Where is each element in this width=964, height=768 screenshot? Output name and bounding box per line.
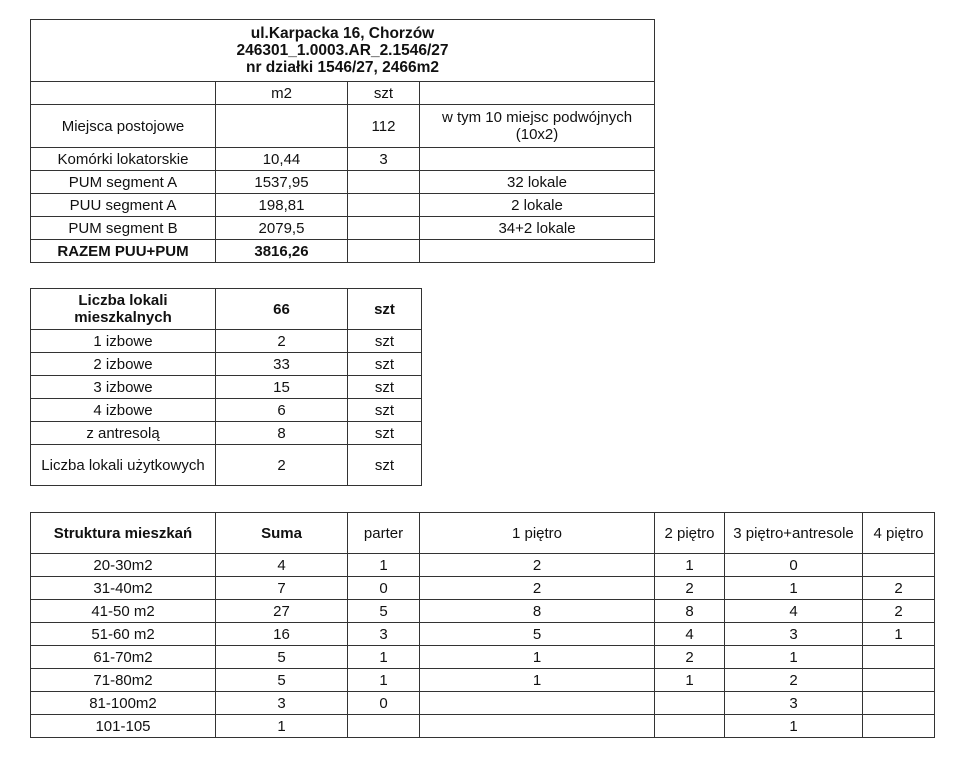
row-label: 2 izbowe [31,353,216,376]
total-row [31,240,655,263]
cell-ground-floor: 1 [348,554,420,577]
cell-ground-floor [348,715,420,738]
table-row [31,330,422,353]
cell-sum: 4 [216,554,348,577]
cell-floor-1: 1 [420,646,655,669]
summary-header-row [31,82,655,105]
table-row [31,445,422,486]
cell-floor-4 [863,715,935,738]
row-label: 3 izbowe [31,376,216,399]
cell-floor-3: 3 [725,623,863,646]
row-szt [348,171,420,194]
apartment-count-table [30,288,422,486]
cell-area-range: 71-80m2 [31,669,216,692]
row-value: 15 [216,376,348,399]
row-unit: szt [348,330,422,353]
table-row [31,715,935,738]
row-m2 [216,105,348,148]
cell-floor-4 [863,646,935,669]
table-row [31,669,935,692]
row-value: 2 [216,445,348,486]
cell-floor-4: 1 [863,623,935,646]
row-unit: szt [348,445,422,486]
cell-floor-3: 1 [725,577,863,600]
cell-floor-1 [420,715,655,738]
row-m2: 10,44 [216,148,348,171]
row-label: PUM segment A [31,171,216,194]
cell-floor-3: 1 [725,715,863,738]
plot-identifier: 246301_1.0003.AR_2.1546/27 [236,42,449,59]
cell-sum: 3 [216,692,348,715]
row-m2: 2079,5 [216,217,348,240]
cell-ground-floor: 0 [348,577,420,600]
row-label: 4 izbowe [31,399,216,422]
column-header-floor-2: 2 piętro [655,513,725,554]
cell-area-range: 20-30m2 [31,554,216,577]
cell-floor-2: 2 [655,646,725,669]
row-note [420,148,655,171]
row-note: 32 lokale [420,171,655,194]
cell-floor-2: 1 [655,554,725,577]
cell-floor-1: 2 [420,554,655,577]
table-cell [420,82,655,105]
summary-title-row [31,20,655,82]
cell-sum: 27 [216,600,348,623]
structure-body [31,554,935,738]
row-note: 34+2 lokale [420,217,655,240]
table-row [31,148,655,171]
table-row [31,217,655,240]
cell-area-range: 51-60 m2 [31,623,216,646]
row-unit: szt [348,376,422,399]
count-header-unit: szt [348,289,422,330]
table-row [31,194,655,217]
table-row [31,692,935,715]
cell-sum: 5 [216,646,348,669]
column-header-ground-floor: parter [348,513,420,554]
table-row [31,577,935,600]
cell-floor-2: 4 [655,623,725,646]
table-row [31,600,935,623]
row-value: 33 [216,353,348,376]
row-szt [348,217,420,240]
row-value: 8 [216,422,348,445]
cell-floor-4 [863,554,935,577]
cell-floor-1 [420,692,655,715]
column-header-floor-3: 3 piętro+antresole [725,513,863,554]
table-row [31,422,422,445]
table-row [31,105,655,148]
structure-header-row [31,513,935,554]
table-row [31,623,935,646]
apartment-structure-table [30,512,935,738]
cell-ground-floor: 5 [348,600,420,623]
row-m2: 198,81 [216,194,348,217]
row-label: Komórki lokatorskie [31,148,216,171]
row-label: Miejsca postojowe [31,105,216,148]
cell-sum: 7 [216,577,348,600]
cell-sum: 16 [216,623,348,646]
summary-title-cell [31,20,655,82]
cell-floor-3: 0 [725,554,863,577]
row-value: 6 [216,399,348,422]
count-header-row [31,289,422,330]
cell-area-range: 81-100m2 [31,692,216,715]
row-label: z antresolą [31,422,216,445]
cell-ground-floor: 0 [348,692,420,715]
cell-floor-2: 1 [655,669,725,692]
cell-floor-1: 8 [420,600,655,623]
cell-floor-2: 8 [655,600,725,623]
cell-floor-4: 2 [863,600,935,623]
cell-floor-1: 2 [420,577,655,600]
total-szt [348,240,420,263]
row-unit: szt [348,399,422,422]
row-szt [348,194,420,217]
cell-floor-4 [863,692,935,715]
cell-sum: 5 [216,669,348,692]
cell-floor-4: 2 [863,577,935,600]
table-cell [31,82,216,105]
row-m2: 1537,95 [216,171,348,194]
row-unit: szt [348,422,422,445]
count-header-label: Liczba lokali mieszkalnych [31,289,216,330]
column-header-structure: Struktura mieszkań [31,513,216,554]
row-note: 2 lokale [420,194,655,217]
row-label: Liczba lokali użytkowych [31,445,216,486]
table-row [31,646,935,669]
cell-floor-2 [655,715,725,738]
table-row [31,554,935,577]
cell-floor-2: 2 [655,577,725,600]
cell-ground-floor: 1 [348,646,420,669]
cell-floor-3: 1 [725,646,863,669]
column-header-floor-1: 1 piętro [420,513,655,554]
cell-floor-1: 1 [420,669,655,692]
cell-floor-1: 5 [420,623,655,646]
column-header-floor-4: 4 piętro [863,513,935,554]
row-unit: szt [348,353,422,376]
cell-sum: 1 [216,715,348,738]
table-row [31,376,422,399]
total-label: RAZEM PUU+PUM [31,240,216,263]
summary-table [30,19,655,263]
column-header-m2: m2 [216,82,348,105]
cell-floor-3: 4 [725,600,863,623]
cell-ground-floor: 3 [348,623,420,646]
row-szt: 3 [348,148,420,171]
cell-ground-floor: 1 [348,669,420,692]
cell-area-range: 41-50 m2 [31,600,216,623]
plot-number-area: nr działki 1546/27, 2466m2 [246,59,440,76]
cell-floor-3: 2 [725,669,863,692]
row-label: 1 izbowe [31,330,216,353]
cell-floor-4 [863,669,935,692]
cell-area-range: 31-40m2 [31,577,216,600]
address-title: ul.Karpacka 16, Chorzów [250,25,435,42]
count-header-value: 66 [216,289,348,330]
table-row [31,353,422,376]
table-row [31,171,655,194]
column-header-sum: Suma [216,513,348,554]
cell-area-range: 101-105 [31,715,216,738]
total-m2: 3816,26 [216,240,348,263]
cell-area-range: 61-70m2 [31,646,216,669]
row-szt: 112 [348,105,420,148]
cell-floor-3: 3 [725,692,863,715]
row-value: 2 [216,330,348,353]
table-row [31,399,422,422]
column-header-szt: szt [348,82,420,105]
row-label: PUM segment B [31,217,216,240]
row-note: w tym 10 miejsc podwójnych (10x2) [420,105,655,148]
row-label: PUU segment A [31,194,216,217]
total-note [420,240,655,263]
cell-floor-2 [655,692,725,715]
